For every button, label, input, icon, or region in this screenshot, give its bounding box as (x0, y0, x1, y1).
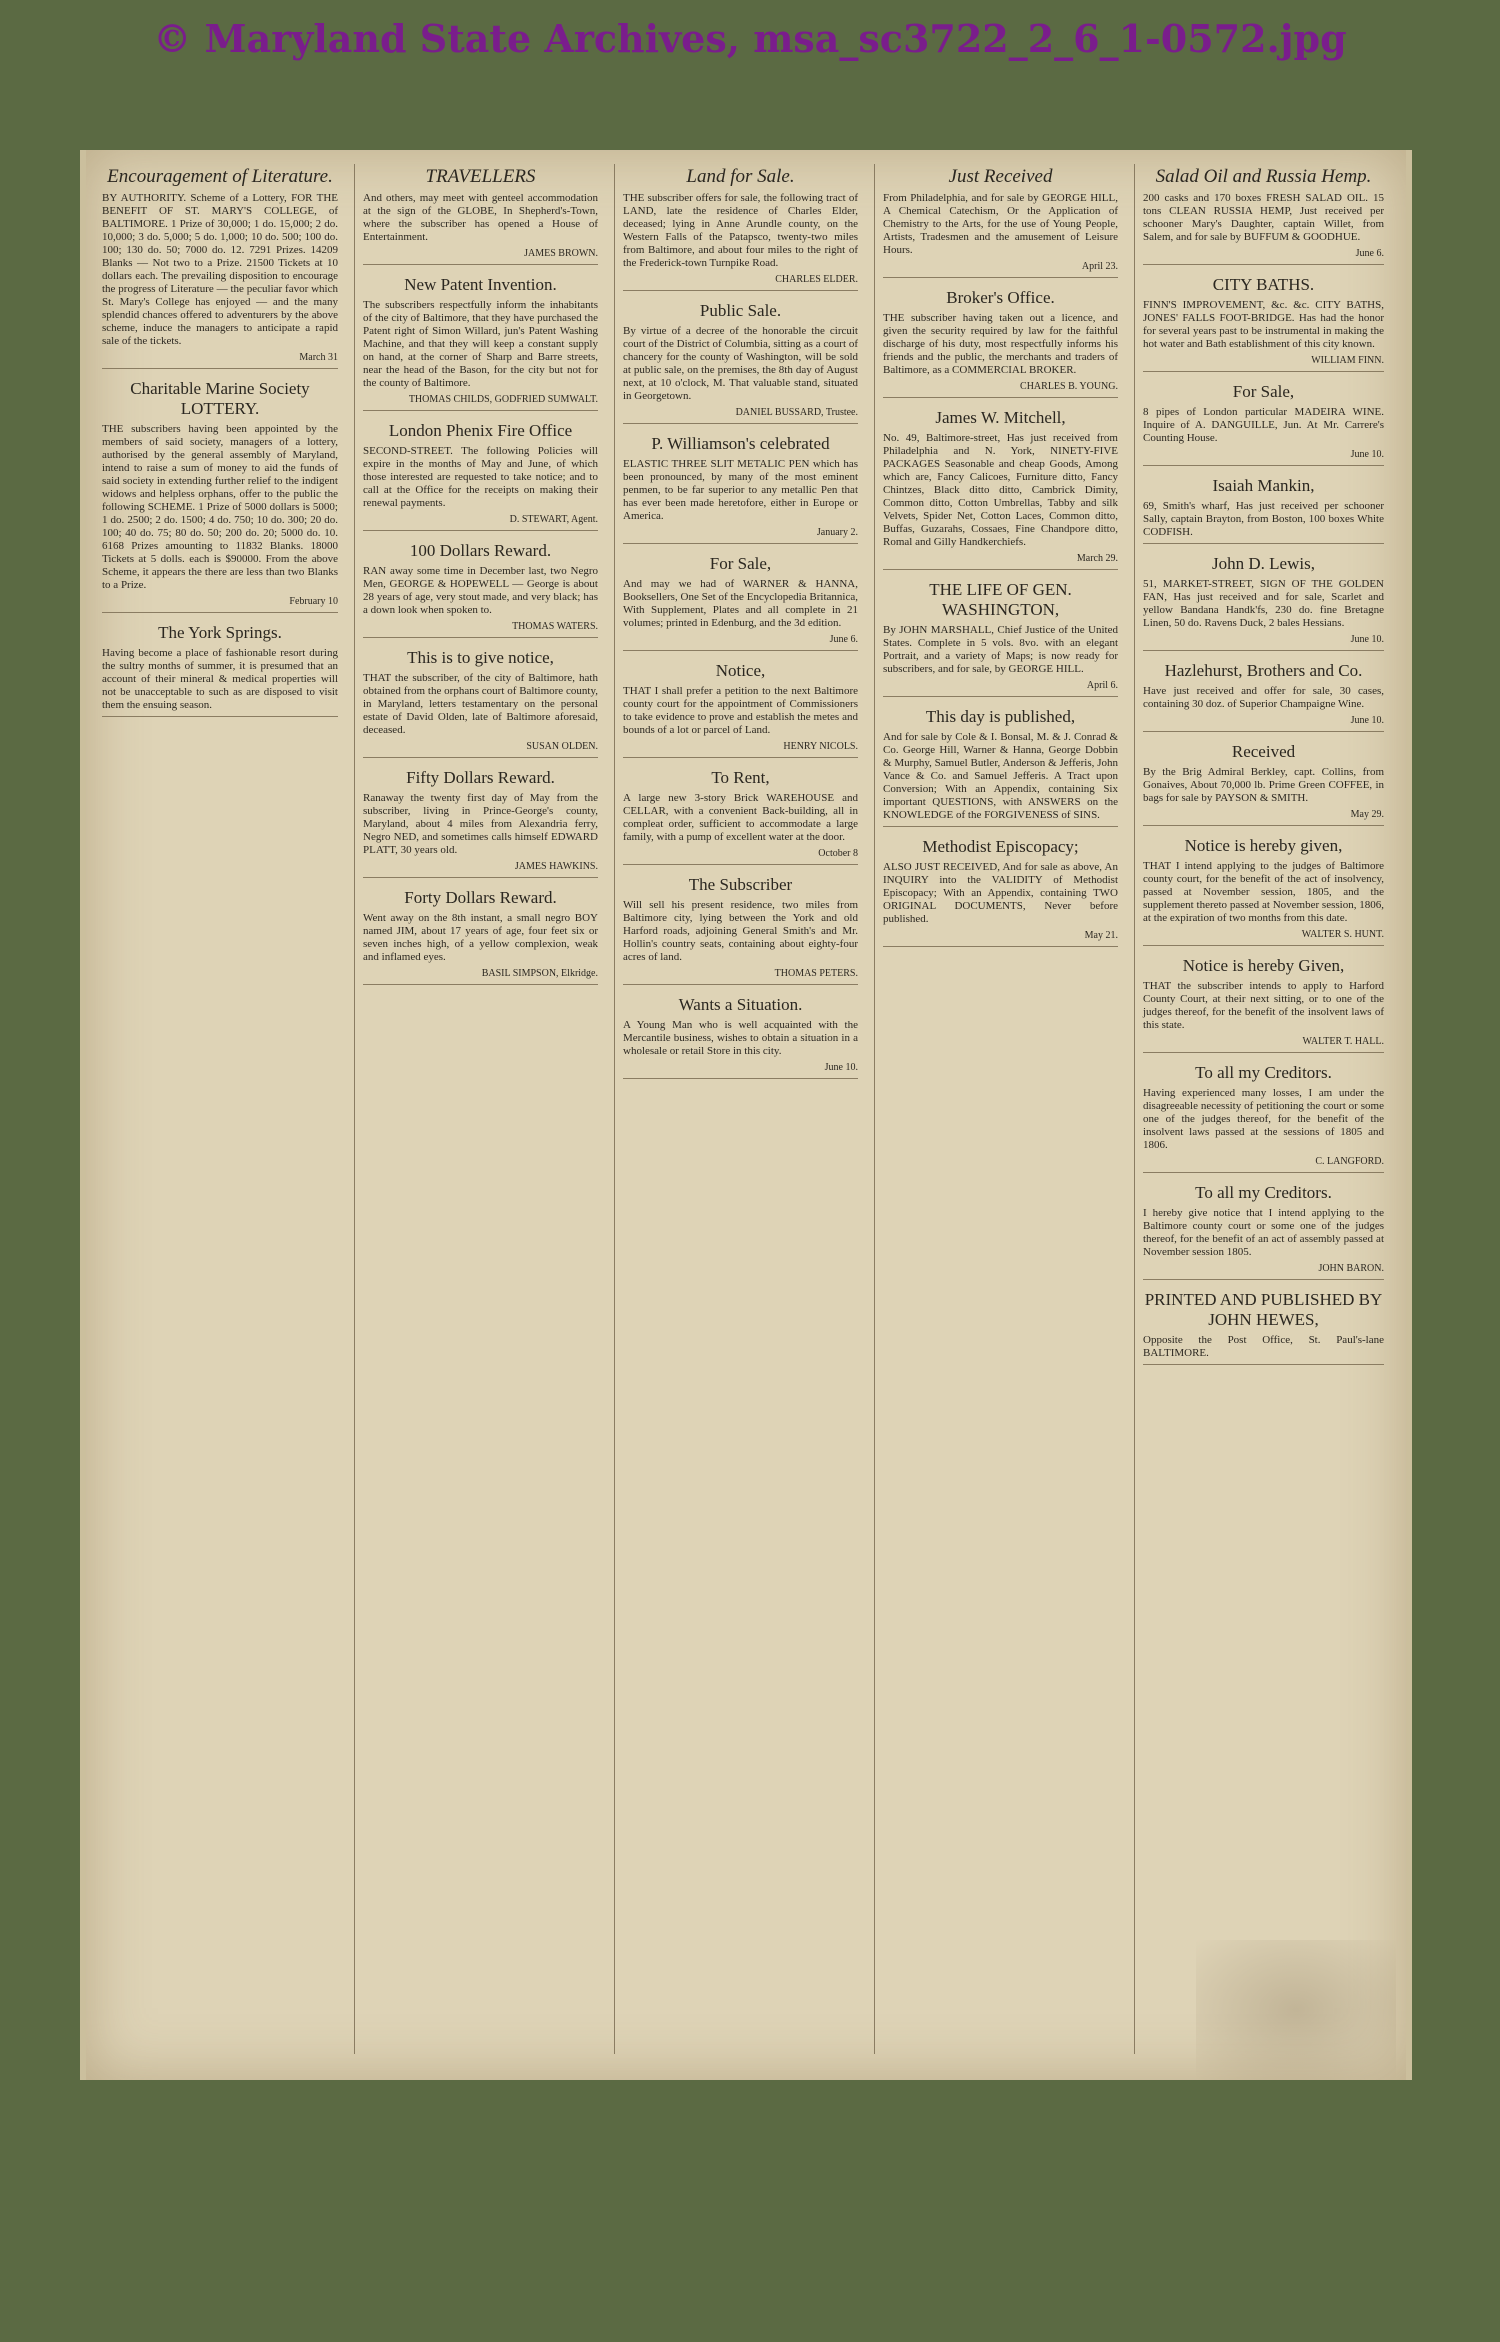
advertisement-heading: To all my Creditors. (1195, 1183, 1332, 1202)
advertisement-heading: John D. Lewis, (1212, 554, 1315, 573)
advertisement-signature: JAMES BROWN. (524, 248, 598, 259)
advertisement-body: Ranaway the twenty first day of May from the subscriber, living in Prince-George's county, Maryland, about 4 miles from Alexandria ferry, Negro NED, and sometimes calls himself EDWARD PLATT, 30 years old. (363, 792, 598, 856)
advertisement-heading: Broker's Office. (946, 288, 1055, 307)
advertisement-body: Opposite the Post Office, St. Paul's-lane BALTIMORE. (1143, 1334, 1384, 1359)
advertisement-body: THAT I shall prefer a petition to the next Baltimore county court for the appointment of Commissioners to take evidence to prove and establish the metes and bounds of a lot or parcel of Land. (623, 685, 858, 736)
advertisement-signature: THOMAS PETERS. (774, 968, 858, 979)
advertisement-heading: Land for Sale. (686, 166, 795, 187)
advertisement (623, 434, 858, 544)
advertisement (1143, 956, 1384, 1053)
advertisement (1143, 476, 1384, 544)
divider-rule (1143, 945, 1384, 946)
advertisement-signature: March 31 (299, 352, 338, 363)
advertisement-body: Having experienced many losses, I am under the disagreeable necessity of petitioning the court or some one of the judges thereof, for the benefit of the insolvent laws passed at the sessions of 1805 and 1806. (1143, 1087, 1384, 1151)
advertisement-signature: WALTER T. HALL. (1302, 1036, 1384, 1047)
advertisement-body: THAT I intend applying to the judges of Baltimore county court, for the benefit of the act of insolvency, passed at November session, 1805, and the supplement thereto passed at November session, 1806, at the expiration of two months from this date. (1143, 860, 1384, 924)
advertisement-body: SECOND-STREET. The following Policies will expire in the months of May and June, of which those interested are requested to take notice; and to call at the Office for the receipts on making their renewal payments. (363, 445, 598, 509)
advertisement-body: A Young Man who is well acquainted with the Mercantile business, wishes to obtain a situation in a wholesale or retail Store in this city. (623, 1019, 858, 1057)
advertisement (1143, 554, 1384, 651)
advertisement-heading: Forty Dollars Reward. (404, 888, 557, 907)
advertisement-body: THAT the subscriber, of the city of Baltimore, hath obtained from the orphans court of Baltimore county, in Maryland, letters testamentary on the personal estate of David Olden, late of Baltimore aforesaid, deceased. (363, 672, 598, 736)
advertisement-heading: Notice, (715, 661, 766, 680)
advertisement-body: I hereby give notice that I intend applying to the Baltimore county court or some one of the judges thereof, for the benefit of an act of assembly passed at November session 1805. (1143, 1207, 1384, 1258)
advertisement-heading: Encouragement of Literature. (107, 166, 333, 187)
advertisement-heading: Notice is hereby given, (1184, 836, 1343, 855)
advertisement-signature: June 6. (829, 634, 858, 645)
advertisement-body: ELASTIC THREE SLIT METALIC PEN which has been pronounced, by many of the most eminent penmen, to be far superior to any metallic Pen that has ever been made heretofore, either in Europe or America. (623, 458, 858, 522)
advertisement-heading: Notice is hereby Given, (1182, 956, 1345, 975)
advertisement (363, 166, 598, 265)
archive-watermark-title: © Maryland State Archives, msa_sc3722_2_6_1-0572.jpg (153, 16, 1347, 61)
divider-rule (623, 290, 858, 291)
advertisement-body: The subscribers respectfully inform the inhabitants of the city of Baltimore, that they have purchased the Patent right of Simon Willard, jun's Patent Washing Machine, and that they will keep a constant supply on hand, at the corner of Sharp and Barre streets, near the head of the Bason, for the city but not for the county of Baltimore. (363, 299, 598, 389)
divider-rule (883, 277, 1118, 278)
advertisement (1143, 275, 1384, 372)
advertisement (883, 166, 1118, 278)
advertisement-signature: June 10. (824, 1062, 858, 1073)
divider-rule (623, 864, 858, 865)
advertisement (883, 288, 1118, 398)
divider-rule (363, 410, 598, 411)
advertisement-body: By virtue of a decree of the honorable the circuit court of the District of Columbia, sitting as a court of chancery for the county of Washington, will be sold at public sale, on the premises, the 8th day of August next, at 10 o'clock, M. That valuable stand, situated in Georgetown. (623, 325, 858, 402)
divider-rule (363, 877, 598, 878)
advertisement-signature: October 8 (818, 848, 858, 859)
advertisement-heading: Received (1231, 742, 1296, 761)
advertisement (1143, 1290, 1384, 1365)
advertisement-body: And may we had of WARNER & HANNA, Booksellers, One Set of the Encyclopedia Britannica, With Supplement, Plates and all complete in 21 volumes; printed in Edenburg, and the 3d edition. (623, 578, 858, 629)
advertisement-signature: March 29. (1076, 553, 1118, 564)
divider-rule (363, 637, 598, 638)
advertisement-signature: SUSAN OLDEN. (526, 741, 598, 752)
advertisement-body: 69, Smith's wharf, Has just received per schooner Sally, captain Brayton, from Boston, 100 boxes White CODFISH. (1143, 500, 1384, 538)
advertisement (1143, 661, 1384, 732)
advertisement (623, 995, 858, 1079)
advertisement-body: Went away on the 8th instant, a small negro BOY named JIM, about 17 years of age, four feet six or seven inches high, of a yellow complexion, weak and inflamed eyes. (363, 912, 598, 963)
advertisement (1143, 382, 1384, 466)
advertisement (363, 421, 598, 531)
advertisement (623, 554, 858, 651)
advertisement (363, 768, 598, 878)
advertisement-heading: To all my Creditors. (1195, 1063, 1332, 1082)
advertisement-body: ALSO JUST RECEIVED, And for sale as above, An INQUIRY into the VALIDITY of Methodist Episcopacy; With an Appendix, containing TWO ORIGINAL DOCUMENTS, Never before published. (883, 861, 1118, 925)
divider-rule (883, 826, 1118, 827)
advertisement-body: No. 49, Baltimore-street, Has just received from Philadelphia and N. York, NINETY-FIVE PACKAGES Seasonable and cheap Goods, Among which are, Fancy Calicoes, Furniture ditto, Fancy Chintzes, Black ditto ditto, Cambrick Dimity, Common ditto, Cotton Umbrellas, Tabby and silk Velvets, Spider Net, Cotton Laces, Common ditto, Buffas, Guzarahs, Cossaes, Fine Chandpore ditto, Romal and Gilly Handkerchiefs. (883, 432, 1118, 548)
advertisement-signature: April 6. (1086, 680, 1118, 691)
advertisement-signature: February 10 (289, 596, 338, 607)
advertisement (363, 541, 598, 638)
advertisement-signature: JAMES HAWKINS. (514, 861, 598, 872)
advertisement-signature: June 6. (1355, 248, 1384, 259)
divider-rule (623, 1078, 858, 1079)
advertisement-body: THE subscriber having taken out a licence, and given the security required by law for the faithful discharge of his duty, most respectfully informs his friends and the public, the merchants and traders of Baltimore, as a COMMERCIAL BROKER. (883, 312, 1118, 376)
advertisement (623, 661, 858, 758)
divider-rule (623, 757, 858, 758)
divider-rule (1143, 1052, 1384, 1053)
divider-rule (102, 612, 338, 613)
advertisement-signature: April 23. (1081, 261, 1118, 272)
advertisement-body: Will sell his present residence, two miles from Baltimore city, lying between the York and old Harford roads, adjoining General Smith's and Mr. Hollin's country seats, containing about eighty-four acres of land. (623, 899, 858, 963)
advertisement-heading: THE LIFE OF GEN. WASHINGTON, (929, 580, 1072, 619)
advertisement-heading: 100 Dollars Reward. (409, 541, 552, 560)
advertisement-body: Have just received and offer for sale, 30 cases, containing 30 doz. of Superior Champaigne Wine. (1143, 685, 1384, 710)
divider-rule (883, 946, 1118, 947)
advertisement-signature: D. STEWART, Agent. (509, 514, 598, 525)
divider-rule (363, 757, 598, 758)
advertisement (363, 275, 598, 411)
advertisement-signature: June 10. (1350, 715, 1384, 726)
divider-rule (1143, 731, 1384, 732)
advertisement-body: FINN'S IMPROVEMENT, &c. &c. CITY BATHS, JONES' FALLS FOOT-BRIDGE. Has had the honor for several years past to be instrumental in making the hot water and Bath establishment of this city known. (1143, 299, 1384, 350)
divider-rule (623, 543, 858, 544)
advertisement (883, 837, 1118, 947)
divider-rule (883, 696, 1118, 697)
advertisement-body: THE subscriber offers for sale, the following tract of LAND, late the residence of Charles Elder, deceased; lying in Anne Arundle county, on the Western Falls of the Patapsco, twenty-two miles from Baltimore, and about four miles to the right of the Frederick-town Turnpike Road. (623, 192, 858, 269)
advertisement (102, 379, 338, 613)
advertisement (623, 768, 858, 865)
advertisement (623, 166, 858, 291)
advertisement-heading: This is to give notice, (407, 648, 554, 667)
advertisement-body: By the Brig Admiral Berkley, capt. Collins, from Gonaives, About 70,000 lb. Prime Green COFFEE, in bags for sale by PAYSON & SMITH. (1143, 766, 1384, 804)
divider-rule (883, 569, 1118, 570)
divider-rule (1143, 825, 1384, 826)
advertisement-signature: May 21. (1084, 930, 1118, 941)
advertisement (102, 623, 338, 717)
advertisement-body: THE subscribers having been appointed by the members of said society, managers of a lottery, authorised by the general assembly of Maryland, intend to raise a sum of money to aid the funds of said society in extending further relief to the indigent widows and helpless orphans, offer to the public the following SCHEME. 1 Prize of 5000 dollars is 5000; 1 do. 2500; 2 do. 1500; 4 do. 750; 10 do. 300; 20 do. 100; 40 do. 75; 80 do. 50; 200 do. 20; 5000 do. 10. 6168 Prizes amounting to 11832 Blanks. 18000 Tickets at 5 dolls. each is $90000. From the above Scheme, it appears the there are less than two Blanks to a Prize. (102, 423, 338, 591)
newspaper-column-4 (874, 164, 1126, 2054)
advertisement-heading: To Rent, (711, 768, 770, 787)
advertisement-heading: Methodist Episcopacy; (922, 837, 1079, 856)
advertisement-body: And others, may meet with genteel accommodation at the sign of the GLOBE, In Shepherd's-Town, where the subscriber has opened a House of Entertainment. (363, 192, 598, 243)
advertisement (1143, 1063, 1384, 1173)
advertisement-body: THAT the subscriber intends to apply to Harford County Court, at their next sitting, or to one of the judges thereof, for the benefit of the insolvent laws of this state. (1143, 980, 1384, 1031)
advertisement-signature: WILLIAM FINN. (1311, 355, 1384, 366)
advertisement-heading: TRAVELLERS (425, 166, 536, 187)
divider-rule (623, 984, 858, 985)
divider-rule (623, 650, 858, 651)
advertisement (883, 580, 1118, 697)
advertisement (1143, 742, 1384, 826)
advertisement-body: RAN away some time in December last, two Negro Men, GEORGE & HOPEWELL — George is about 28 years of age, very stout made, and very black; has a down look when spoken to. (363, 565, 598, 616)
advertisement-heading: The Subscriber (688, 875, 793, 894)
advertisement-signature: HENRY NICOLS. (783, 741, 858, 752)
advertisement-heading: Just Received (948, 166, 1053, 187)
newspaper-column-5 (1134, 164, 1392, 2054)
divider-rule (1143, 264, 1384, 265)
advertisement-signature: BASIL SIMPSON, Elkridge. (481, 968, 598, 979)
advertisement-body: A large new 3-story Brick WAREHOUSE and CELLAR, with a convenient Back-building, all in compleat order, sufficient to accommodate a large family, with a pump of excellent water at the door. (623, 792, 858, 843)
divider-rule (1143, 1364, 1384, 1365)
advertisement-signature: JOHN BARON. (1318, 1263, 1384, 1274)
advertisement-heading: For Sale, (1232, 382, 1295, 401)
advertisement-signature: CHARLES ELDER. (775, 274, 858, 285)
advertisement-body: 8 pipes of London particular MADEIRA WINE. Inquire of A. DANGUILLE, Jun. At Mr. Carrere's Counting House. (1143, 406, 1384, 444)
advertisement-signature: DANIEL BUSSARD, Trustee. (735, 407, 858, 418)
divider-rule (363, 264, 598, 265)
advertisement-signature: CHARLES B. YOUNG. (1020, 381, 1118, 392)
advertisement (883, 707, 1118, 827)
advertisement-signature: THOMAS CHILDS, GODFRIED SUMWALT. (408, 394, 598, 405)
advertisement-heading: Public Sale. (699, 301, 782, 320)
advertisement-signature: THOMAS WATERS. (512, 621, 598, 632)
advertisement (363, 888, 598, 985)
advertisement (1143, 1183, 1384, 1280)
divider-rule (1143, 1172, 1384, 1173)
advertisement (1143, 836, 1384, 946)
advertisement-body: 51, MARKET-STREET, SIGN OF THE GOLDEN FAN, Has just received and for sale, Scarlet and yellow Bandana Handk'fs, 230 do. fine Bretagne Linen, 50 do. Ravens Duck, 2 bales Hessians. (1143, 578, 1384, 629)
advertisement-heading: Fifty Dollars Reward. (406, 768, 555, 787)
advertisement-heading: Charitable Marine Society LOTTERY. (130, 379, 310, 418)
newspaper-column-2 (354, 164, 606, 2054)
advertisement-signature: June 10. (1350, 449, 1384, 460)
divider-rule (1143, 543, 1384, 544)
advertisement-heading: Salad Oil and Russia Hemp. (1155, 166, 1372, 187)
advertisement-body: And for sale by Cole & I. Bonsal, M. & J. Conrad & Co. George Hill, Warner & Hanna, George Dobbin & Murphy, Samuel Butler, Anderson & Jefferis, John Vance & Co. and Samuel Jefferis. A Tract upon Conversion; With an Appendix, containing Six important QUESTIONS, with ANSWERS on the KNOWLEDGE of the FORGIVENESS of SINS. (883, 731, 1118, 821)
advertisement-body: By JOHN MARSHALL, Chief Justice of the United States. Complete in 5 vols. 8vo. with an elegant Portrait, and a variety of Maps; is now ready for subscribers, and for sale, by GEORGE HILL. (883, 624, 1118, 675)
newspaper-column-1 (94, 164, 346, 2054)
advertisement-signature: May 29. (1350, 809, 1384, 820)
advertisement (1143, 166, 1384, 265)
advertisement-body: BY AUTHORITY. Scheme of a Lottery, FOR THE BENEFIT OF ST. MARY'S COLLEGE, of BALTIMORE. 1 Prize of 30,000; 1 do. 15,000; 2 do. 10,000; 3 do. 5,000; 5 do. 1,000; 10 do. 500; 100 do. 100; 130 do. 50; 7000 do. 12. 7291 Prizes. 14209 Blanks — Not two to a Prize. 21500 Tickets at 10 dollars each. The prevailing disposition to encourage the progress of Literature — the peculiar favor which St. Mary's College has enjoyed — and the many splendid chances offered to adventurers by the above scheme, induce the managers to anticipate a rapid sale of the tickets. (102, 192, 338, 347)
divider-rule (363, 984, 598, 985)
paper-stain (1196, 1940, 1396, 2080)
advertisement-heading: CITY BATHS. (1212, 275, 1315, 294)
advertisement-signature: January 2. (816, 527, 858, 538)
advertisement-body: 200 casks and 170 boxes FRESH SALAD OIL. 15 tons CLEAN RUSSIA HEMP, Just received per schooner Mary's Daughter, captain Willet, from Salem, and for sale by BUFFUM & GOODHUE. (1143, 192, 1384, 243)
advertisement-heading: This day is published, (925, 707, 1076, 726)
advertisement-heading: Wants a Situation. (678, 995, 803, 1014)
advertisement (363, 648, 598, 758)
advertisement-heading: PRINTED AND PUBLISHED BY JOHN HEWES, (1144, 1290, 1383, 1329)
divider-rule (363, 530, 598, 531)
advertisement-body: Having become a place of fashionable resort during the sultry months of summer, it is presumed that an account of their mineral & medical properties will not be unacceptable to such as are disposed to visit them the ensuing season. (102, 647, 338, 711)
advertisement-body: From Philadelphia, and for sale by GEORGE HILL, A Chemical Catechism, Or the Application of Chemistry to the Arts, for the use of Young People, Artists, Tradesmen and the amusement of Leisure Hours. (883, 192, 1118, 256)
advertisement-heading: New Patent Invention. (404, 275, 557, 294)
advertisement-heading: James W. Mitchell, (935, 408, 1066, 427)
advertisement-signature: WALTER S. HUNT. (1301, 929, 1384, 940)
advertisement (623, 875, 858, 985)
advertisement-heading: The York Springs. (158, 623, 282, 642)
advertisement-heading: P. Williamson's celebrated (651, 434, 830, 453)
divider-rule (623, 423, 858, 424)
divider-rule (102, 716, 338, 717)
advertisement (623, 301, 858, 424)
divider-rule (1143, 465, 1384, 466)
divider-rule (883, 397, 1118, 398)
newspaper-page (80, 150, 1412, 2080)
advertisement (102, 166, 338, 369)
divider-rule (1143, 371, 1384, 372)
advertisement-heading: Hazlehurst, Brothers and Co. (1164, 661, 1363, 680)
advertisement (883, 408, 1118, 570)
advertisement-signature: June 10. (1350, 634, 1384, 645)
advertisement-heading: Isaiah Mankin, (1212, 476, 1315, 495)
divider-rule (1143, 650, 1384, 651)
advertisement-signature: C. LANGFORD. (1315, 1156, 1384, 1167)
divider-rule (102, 368, 338, 369)
newspaper-column-3 (614, 164, 866, 2054)
advertisement-heading: For Sale, (709, 554, 772, 573)
advertisement-heading: London Phenix Fire Office (388, 421, 573, 440)
divider-rule (1143, 1279, 1384, 1280)
